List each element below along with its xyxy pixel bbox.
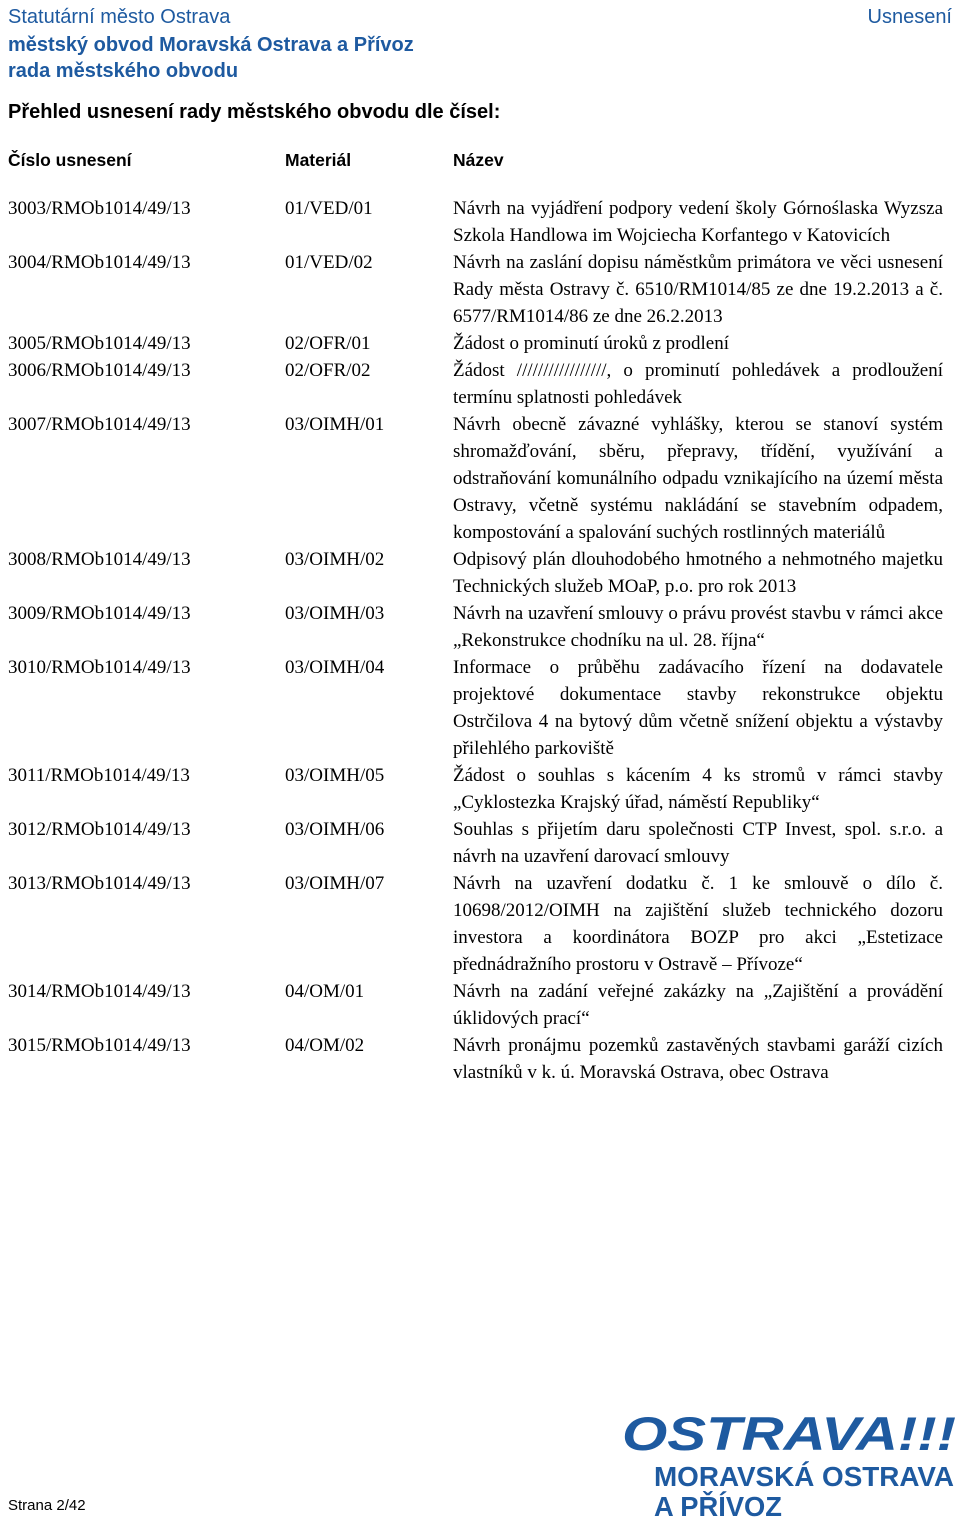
- resolution-row: [0, 546, 960, 600]
- resolution-row: [0, 195, 960, 249]
- resolution-title: Návrh na uzavření smlouvy o právu provést stavbu v rámci akce „Rekonstrukce chodníku na ul. 28. října“: [453, 603, 943, 651]
- logo-wordmark-1: OSTRAVA!!!: [622, 1407, 956, 1460]
- resolution-row: [0, 1032, 960, 1086]
- material-code: 02/OFR/02: [285, 360, 371, 381]
- district-name: městský obvod Moravská Ostrava a Přívoz: [8, 34, 414, 56]
- overview-title: Přehled usnesení rady městského obvodu dle čísel:: [8, 101, 501, 123]
- material-code: 03/OIMH/07: [285, 873, 385, 894]
- material-code: 03/OIMH/02: [285, 549, 385, 570]
- material-code: 02/OFR/01: [285, 333, 371, 354]
- resolution-number: 3014/RMOb1014/49/13: [8, 981, 191, 1002]
- resolution-row: [0, 330, 960, 357]
- resolution-title: Návrh na vyjádření podpory vedení školy Górnoślaska Wyzsza Szkola Handlowa im Wojciecha Korfantego v Katovicích: [453, 198, 943, 246]
- resolution-number: 3004/RMOb1014/49/13: [8, 252, 191, 273]
- material-code: 03/OIMH/03: [285, 603, 385, 624]
- resolution-title: Žádost o prominutí úroků z prodlení: [453, 333, 729, 354]
- logo-wordmark-2: MORAVSKÁ OSTRAVA: [654, 1461, 954, 1492]
- resolution-row: [0, 357, 960, 411]
- resolution-title: Žádost o souhlas s kácením 4 ks stromů v rámci stavby „Cyklostezka Krajský úřad, náměstí Republiky“: [453, 765, 943, 813]
- resolution-title: Návrh na zaslání dopisu náměstkům primátora ve věci usnesení Rady města Ostravy č. 6510/RM1014/85 ze dne 19.2.2013 a č. 6577/RM1014/86 ze dne 26.2.2013: [453, 252, 943, 327]
- material-code: 01/VED/02: [285, 252, 373, 273]
- resolution-title: Návrh obecně závazné vyhlášky, kterou se stanoví systém shromažďování, sběru, přepravy, třídění, využívání a odstraňování komunálního odpadu vznikajícího na území města Ostravy, včetně systému nakládání se stavebním odpadem, kompostování a spalování suchých rostlinných materiálů: [453, 414, 943, 543]
- document-type: Usnesení: [867, 6, 952, 28]
- resolution-number: 3010/RMOb1014/49/13: [8, 657, 191, 678]
- ostrava-logo: [618, 1406, 960, 1519]
- resolution-number: 3008/RMOb1014/49/13: [8, 549, 191, 570]
- material-code: 01/VED/01: [285, 198, 373, 219]
- resolution-number: 3003/RMOb1014/49/13: [8, 198, 191, 219]
- council-name: rada městského obvodu: [8, 60, 239, 82]
- resolution-number: 3011/RMOb1014/49/13: [8, 765, 190, 786]
- resolution-row: [0, 411, 960, 546]
- column-header-number: Číslo usnesení: [8, 150, 132, 170]
- resolution-number: 3005/RMOb1014/49/13: [8, 333, 191, 354]
- resolution-title: Návrh pronájmu pozemků zastavěných stavbami garáží cizích vlastníků v k. ú. Moravská Ostrava, obec Ostrava: [453, 1035, 943, 1083]
- material-code: 04/OM/01: [285, 981, 365, 1002]
- material-code: 03/OIMH/01: [285, 414, 385, 435]
- resolution-number: 3009/RMOb1014/49/13: [8, 603, 191, 624]
- resolution-number: 3007/RMOb1014/49/13: [8, 414, 191, 435]
- resolution-row: [0, 654, 960, 762]
- resolution-row: [0, 870, 960, 978]
- resolution-title: Návrh na zadání veřejné zakázky na „Zajištění a provádění úklidových prací“: [453, 981, 943, 1029]
- resolution-title: Návrh na uzavření dodatku č. 1 ke smlouvě o dílo č. 10698/2012/OIMH na zajištění služeb technického dozoru investora a koordinátora BOZP pro akci „Estetizace přednádražního prostoru v Ostravě – Přívoze“: [453, 873, 943, 975]
- resolution-number: 3013/RMOb1014/49/13: [8, 873, 191, 894]
- resolution-number: 3015/RMOb1014/49/13: [8, 1035, 191, 1056]
- city-name: Statutární město Ostrava: [8, 6, 231, 28]
- resolution-row: [0, 816, 960, 870]
- resolution-row: [0, 762, 960, 816]
- logo-wordmark-3: A PŘÍVOZ: [654, 1491, 782, 1519]
- page-number: Strana 2/42: [8, 1497, 86, 1514]
- material-code: 03/OIMH/05: [285, 765, 385, 786]
- resolution-title: Souhlas s přijetím daru společnosti CTP Invest, spol. s.r.o. a návrh na uzavření darovací smlouvy: [453, 819, 943, 867]
- column-header-name: Název: [453, 150, 504, 170]
- column-header-material: Materiál: [285, 150, 352, 170]
- resolution-title: Žádost /////////////////, o prominutí pohledávek a prodloužení termínu splatnosti pohledávek: [453, 360, 943, 408]
- resolution-row: [0, 249, 960, 330]
- resolution-title: Odpisový plán dlouhodobého hmotného a nehmotného majetku Technických služeb MOaP, p.o. pro rok 2013: [453, 549, 943, 597]
- material-code: 03/OIMH/04: [285, 657, 385, 678]
- resolution-list: [0, 195, 960, 1086]
- resolution-row: [0, 978, 960, 1032]
- material-code: 03/OIMH/06: [285, 819, 385, 840]
- resolution-row: [0, 600, 960, 654]
- resolution-title: Informace o průběhu zadávacího řízení na dodavatele projektové dokumentace stavby rekonstrukce objektu Ostrčilova 4 na bytový dům včetně snížení objektu a výstavby přilehlého parkoviště: [453, 657, 943, 759]
- resolution-number: 3006/RMOb1014/49/13: [8, 360, 191, 381]
- material-code: 04/OM/02: [285, 1035, 365, 1056]
- resolution-number: 3012/RMOb1014/49/13: [8, 819, 191, 840]
